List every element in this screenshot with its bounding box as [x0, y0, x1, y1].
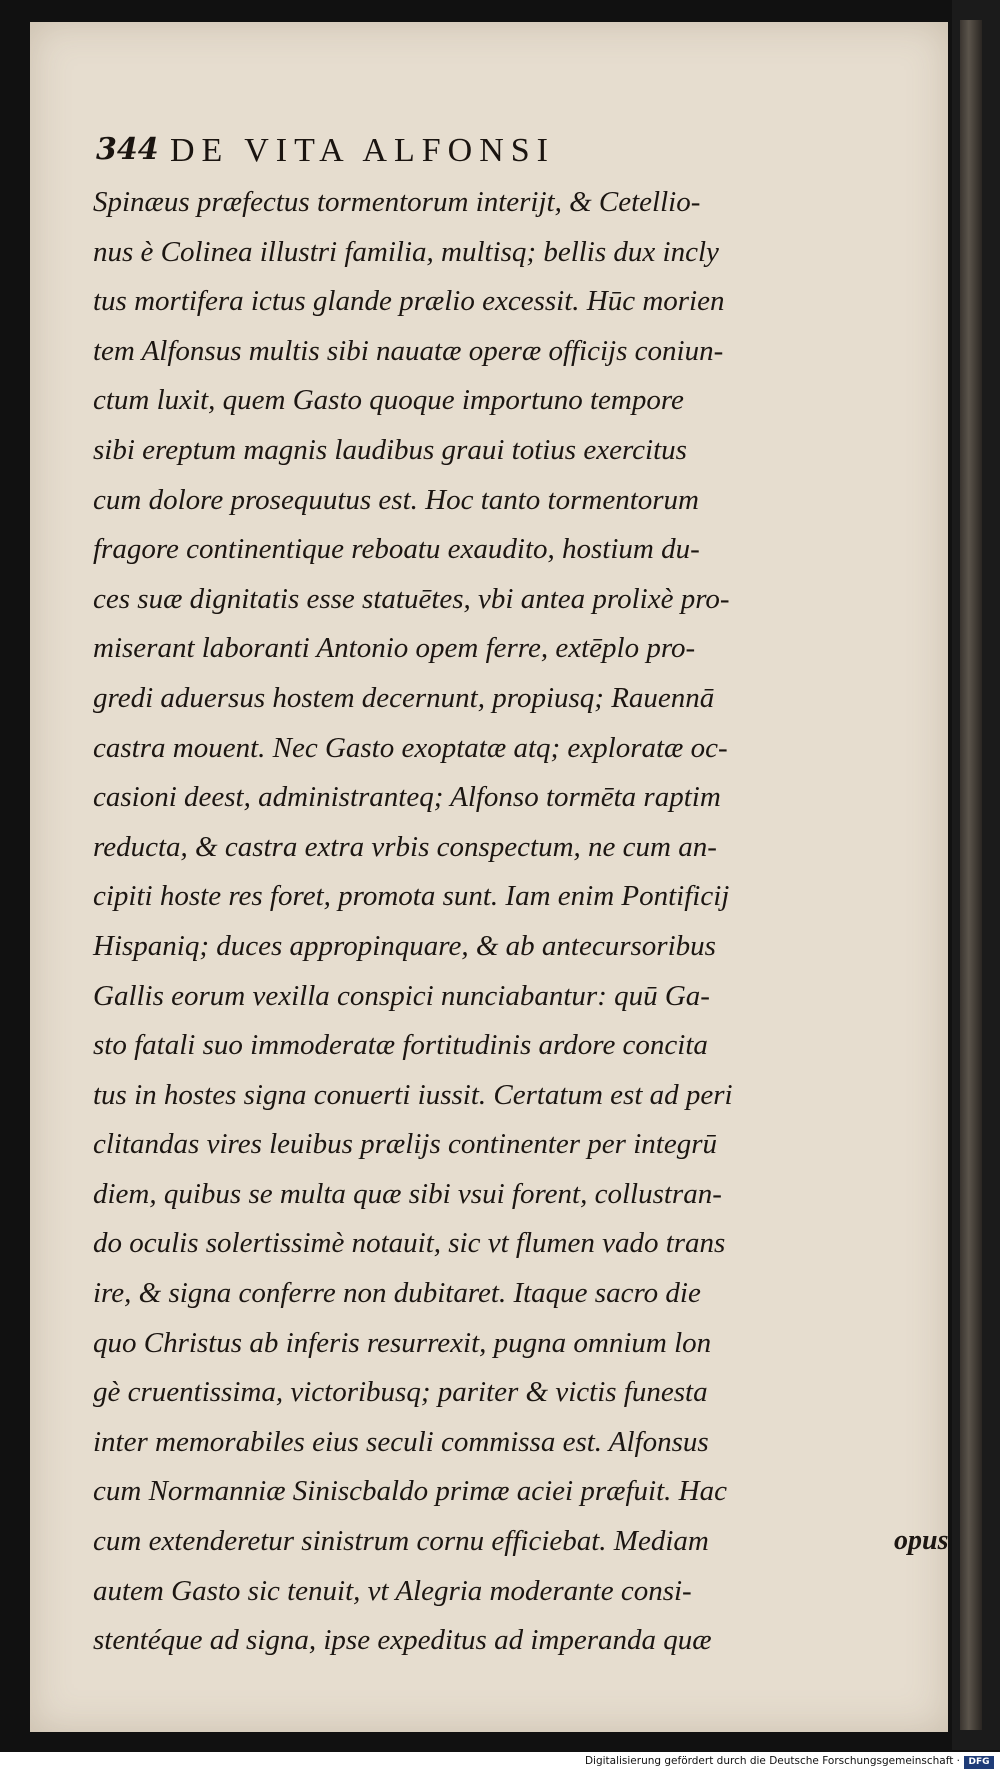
body-text — [93, 178, 893, 1666]
text-line: cum Normanniæ Siniscbaldo primæ aciei præfuit. Hac — [93, 1475, 727, 1508]
text-line: tem Alfonsus multis sibi nauatæ operæ officijs coniun- — [93, 334, 724, 367]
text-line: cum dolore prosequutus est. Hoc tanto tormentorum — [93, 483, 699, 516]
binding-leaf — [960, 20, 982, 1730]
text-line: gredi aduersus hostem decernunt, propiusq; Rauennā — [93, 681, 715, 714]
text-line: Gallis eorum vexilla conspici nunciabantur: quū Ga- — [93, 979, 710, 1012]
text-line: fragore continentique reboatu exaudito, hostium du- — [93, 533, 700, 566]
page-header — [96, 132, 856, 172]
text-line: Hispaniq; duces appropinquare, & ab antecursoribus — [93, 929, 716, 962]
text-line: autem Gasto sic tenuit, vt Alegria moderante consi- — [93, 1574, 692, 1607]
text-line: cum extenderetur sinistrum cornu efficiebat. Mediam — [93, 1525, 709, 1558]
text-line: sto fatali suo immoderatæ fortitudinis ardore concita — [93, 1029, 708, 1062]
text-line: sibi ereptum magnis laudibus graui totius exercitus — [93, 433, 687, 466]
text-line: cipiti hoste res foret, promota sunt. Iam enim Pontificij — [93, 880, 730, 913]
text-line: stentéque ad signa, ipse expeditus ad imperanda quæ — [93, 1624, 712, 1657]
text-line: ctum luxit, quem Gasto quoque importuno tempore — [93, 384, 684, 417]
text-line: Spinæus præfectus tormentorum interijt, & Cetellio- — [93, 186, 701, 218]
text-line: nus è Colinea illustri familia, multisq; bellis dux incly — [93, 235, 719, 268]
dfg-logo: DFG — [964, 1756, 994, 1769]
page-number: 344 — [96, 132, 159, 167]
text-line: ces suæ dignitatis esse statuētes, vbi antea prolixè pro- — [93, 582, 730, 615]
text-line: casioni deest, administranteq; Alfonso tormēta raptim — [93, 781, 721, 814]
text-line: miserant laboranti Antonio opem ferre, extēplo pro- — [93, 632, 696, 665]
page-edge — [952, 0, 1000, 1750]
funding-credit: Digitalisierung gefördert durch die Deutsche Forschungsgemeinschaft · — [584, 1755, 960, 1767]
running-head: DE VITA ALFONSI — [170, 132, 556, 169]
text-line: tus in hostes signa conuerti iussit. Certatum est ad peri — [93, 1078, 733, 1111]
text-line: diem, quibus se multa quæ sibi vsui forent, collustran- — [93, 1177, 722, 1210]
text-line: reducta, & castra extra vrbis conspectum, ne cum an- — [93, 830, 717, 863]
text-line: do oculis solertissimè notauit, sic vt flumen vado trans — [93, 1227, 726, 1260]
text-line: quo Christus ab inferis resurrexit, pugna omnium lon — [93, 1326, 712, 1359]
digitization-footer — [0, 1752, 1000, 1773]
text-line: castra mouent. Nec Gasto exoptatæ atq; exploratæ oc- — [93, 731, 728, 764]
catchword: opus — [894, 1525, 949, 1556]
text-line: gè cruentissima, victoribusq; pariter & victis funesta — [93, 1376, 708, 1409]
text-line: inter memorabiles eius seculi commissa est. Alfonsus — [93, 1425, 709, 1458]
text-line: tus mortifera ictus glande prælio excessit. Hūc morien — [93, 285, 725, 318]
text-line: clitandas vires leuibus prælijs continenter per integrū — [93, 1128, 717, 1161]
text-line: ire, & signa conferre non dubitaret. Itaque sacro die — [93, 1277, 701, 1310]
